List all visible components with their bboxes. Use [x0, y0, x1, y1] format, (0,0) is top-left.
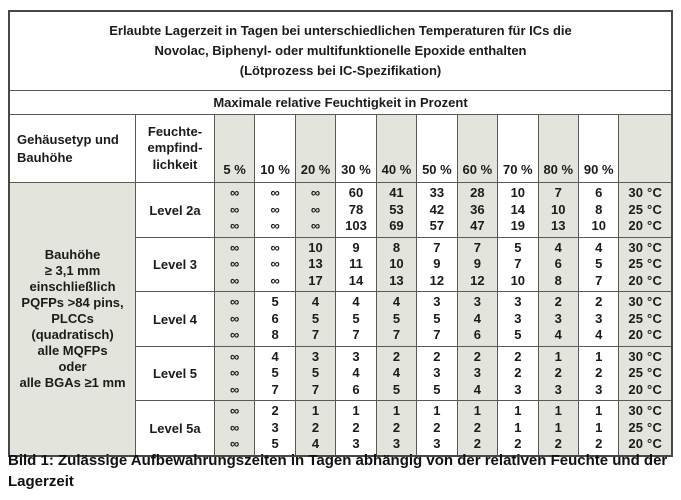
- cell-line: 3: [311, 348, 320, 364]
- cell-line: 5: [311, 310, 320, 326]
- cell-line: 2: [514, 436, 522, 452]
- value-cell: [417, 401, 457, 456]
- cell-line: 10: [308, 239, 323, 255]
- cell-line: 30 °C: [628, 239, 663, 255]
- cell-line: 7: [271, 381, 279, 397]
- cell-line: 6: [554, 256, 562, 272]
- cell-line: ∞: [229, 294, 240, 310]
- cell-line: 36: [470, 201, 485, 217]
- storage-time-table-wrapper: [8, 10, 673, 457]
- cell-line: 2: [473, 436, 481, 452]
- cell-line: 4: [554, 327, 562, 343]
- cell-line: 19: [510, 218, 526, 234]
- cell-line: ∞: [229, 256, 240, 272]
- cell-line: 1: [554, 403, 562, 419]
- cell-line: PQFPs >84 pins,: [21, 295, 124, 311]
- cell-line: 9: [433, 256, 441, 272]
- cell-line: 2: [514, 348, 522, 364]
- cell-line: alle MQFPs: [37, 343, 108, 359]
- cell-line: alle BGAs ≥1 mm: [19, 375, 126, 391]
- cell-line: 78: [348, 201, 364, 217]
- cell-line: 2: [514, 365, 522, 381]
- level-label: Level 5a: [136, 401, 215, 456]
- package-type-cell: [9, 183, 136, 456]
- value-cell: [498, 292, 538, 347]
- humidity-header-5-pct: 5 %: [214, 115, 254, 183]
- cell-line: 10: [551, 201, 566, 217]
- table-title-line-1: Erlaubte Lagerzeit in Tagen bei unterschiedlichen Temperaturen für ICs die: [109, 23, 572, 38]
- cell-line: 7: [514, 256, 522, 272]
- cell-line: 30 °C: [628, 403, 663, 419]
- value-cell: [376, 346, 416, 401]
- cell-line: 4: [392, 294, 401, 310]
- cell-line: ∞: [270, 272, 280, 288]
- value-cell: [578, 401, 618, 456]
- value-cell: [295, 237, 335, 292]
- humidity-header-10-pct: 10 %: [255, 115, 295, 183]
- cell-line: ∞: [229, 272, 240, 288]
- cell-line: ∞: [270, 256, 280, 272]
- cell-line: 69: [389, 218, 404, 234]
- cell-line: 103: [345, 218, 367, 234]
- value-cell: [457, 401, 497, 456]
- cell-line: 4: [352, 294, 360, 310]
- cell-line: 3: [352, 436, 360, 452]
- cell-line: 6: [271, 310, 279, 326]
- humidity-header-70-pct: 70 %: [498, 115, 538, 183]
- moisture-sensitivity-header: [136, 115, 215, 183]
- value-cell: [376, 237, 416, 292]
- cell-line: 2: [595, 365, 603, 381]
- value-cell: [295, 401, 335, 456]
- cell-line: 14: [348, 272, 364, 288]
- cell-line: 4: [311, 294, 320, 310]
- value-cell: [376, 401, 416, 456]
- cell-line: 3: [352, 348, 360, 364]
- cell-line: 1: [473, 403, 481, 419]
- value-cell: [578, 237, 618, 292]
- value-cell: [417, 346, 457, 401]
- cell-line: 3: [514, 310, 522, 326]
- cell-line: 20 °C: [628, 272, 663, 288]
- temperature-column-header: [619, 115, 672, 183]
- value-cell: [457, 346, 497, 401]
- cell-line: 2: [473, 348, 481, 364]
- cell-line: 5: [352, 310, 360, 326]
- cell-line: 25 °C: [628, 365, 663, 381]
- table-row-level-2a: [9, 183, 672, 238]
- cell-line: 1: [595, 348, 603, 364]
- cell-line: 7: [311, 327, 320, 343]
- cell-line: 8: [554, 272, 562, 288]
- value-cell: [457, 183, 497, 238]
- value-cell: [417, 237, 457, 292]
- cell-line: 12: [470, 272, 485, 288]
- value-cell: [538, 292, 578, 347]
- cell-line: 7: [352, 327, 360, 343]
- cell-line: 10: [510, 272, 526, 288]
- sensitivity-header-line: lichkeit: [152, 157, 198, 173]
- cell-line: 11: [349, 256, 363, 272]
- cell-line: 7: [433, 327, 441, 343]
- cell-line: ∞: [229, 239, 240, 255]
- humidity-header-90-pct: 90 %: [578, 115, 618, 183]
- cell-line: ∞: [310, 218, 321, 234]
- cell-line: 5: [311, 365, 320, 381]
- cell-line: 3: [514, 294, 522, 310]
- table-title-line-3: (Lötprozess bei IC-Spezifikation): [239, 63, 442, 79]
- value-cell: [295, 183, 335, 238]
- cell-line: 5: [271, 365, 279, 381]
- cell-line: 2: [392, 348, 401, 364]
- cell-line: ∞: [229, 381, 240, 397]
- cell-line: 3: [433, 365, 441, 381]
- value-cell: [417, 292, 457, 347]
- value-cell: [376, 183, 416, 238]
- cell-line: 30 °C: [628, 294, 663, 310]
- cell-line: Bauhöhe: [44, 247, 101, 263]
- cell-line: 20 °C: [628, 436, 663, 452]
- value-cell: [417, 183, 457, 238]
- cell-line: 6: [473, 327, 481, 343]
- cell-line: 2: [595, 436, 603, 452]
- cell-line: 7: [554, 185, 562, 201]
- cell-line: 13: [308, 256, 323, 272]
- cell-line: 4: [271, 348, 279, 364]
- cell-line: 1: [514, 403, 522, 419]
- value-cell: [336, 346, 376, 401]
- level-label: Level 5: [136, 346, 215, 401]
- cell-line: 30 °C: [628, 185, 663, 201]
- cell-line: 10: [510, 185, 526, 201]
- value-cell: [336, 183, 376, 238]
- temperature-cell: [619, 401, 672, 456]
- value-cell: [214, 346, 254, 401]
- cell-line: 7: [392, 327, 401, 343]
- value-cell: [376, 292, 416, 347]
- cell-line: 4: [595, 327, 603, 343]
- value-cell: [538, 183, 578, 238]
- value-cell: [578, 346, 618, 401]
- cell-line: 25 °C: [628, 419, 663, 435]
- value-cell: [336, 401, 376, 456]
- cell-line: 2: [554, 365, 562, 381]
- value-cell: [214, 237, 254, 292]
- cell-line: 1: [352, 403, 360, 419]
- value-cell: [578, 183, 618, 238]
- cell-line: 4: [473, 310, 481, 326]
- value-cell: [255, 183, 295, 238]
- cell-line: 3: [271, 419, 279, 435]
- value-cell: [498, 237, 538, 292]
- cell-line: (quadratisch): [31, 327, 114, 343]
- cell-line: 3: [554, 381, 562, 397]
- cell-line: 4: [554, 239, 562, 255]
- cell-line: 2: [473, 419, 481, 435]
- cell-line: 5: [433, 310, 441, 326]
- cell-line: 2: [433, 419, 441, 435]
- cell-line: 7: [311, 381, 320, 397]
- temperature-cell: [619, 183, 672, 238]
- cell-line: 8: [595, 201, 603, 217]
- cell-line: 4: [473, 381, 481, 397]
- cell-line: 20 °C: [628, 381, 663, 397]
- cell-line: 25 °C: [628, 201, 663, 217]
- cell-line: ∞: [270, 201, 280, 217]
- value-cell: [295, 346, 335, 401]
- package-type-header: Gehäusetyp und Bauhöhe: [9, 115, 136, 183]
- cell-line: 1: [514, 419, 522, 435]
- cell-line: 9: [352, 239, 360, 255]
- cell-line: 3: [473, 365, 481, 381]
- cell-line: 41: [389, 185, 404, 201]
- humidity-header-30-pct: 30 %: [336, 115, 376, 183]
- green-banner-row: [9, 91, 672, 115]
- level-label: Level 4: [136, 292, 215, 347]
- cell-line: ∞: [229, 218, 240, 234]
- cell-line: 14: [510, 201, 526, 217]
- cell-line: 6: [352, 381, 360, 397]
- value-cell: [336, 292, 376, 347]
- value-cell: [255, 401, 295, 456]
- value-cell: [538, 346, 578, 401]
- storage-time-table: [8, 10, 673, 457]
- cell-line: 53: [389, 201, 404, 217]
- cell-line: 25 °C: [628, 310, 663, 326]
- cell-line: ∞: [310, 201, 321, 217]
- cell-line: 4: [595, 239, 603, 255]
- cell-line: 2: [311, 419, 320, 435]
- cell-line: ∞: [229, 327, 240, 343]
- cell-line: 47: [470, 218, 485, 234]
- cell-line: 4: [352, 365, 360, 381]
- column-header-row: [9, 115, 672, 183]
- table-title-line-2: Novolac, Biphenyl- oder multifunktionelle Epoxide enthalten: [154, 43, 527, 59]
- cell-line: 3: [514, 381, 522, 397]
- humidity-header-50-pct: 50 %: [417, 115, 457, 183]
- cell-line: 5: [392, 310, 401, 326]
- cell-line: 6: [595, 185, 603, 201]
- cell-line: ∞: [229, 419, 240, 435]
- cell-line: 8: [392, 239, 401, 255]
- cell-line: 60: [348, 185, 364, 201]
- value-cell: [538, 237, 578, 292]
- cell-line: 13: [389, 272, 404, 288]
- cell-line: 2: [271, 403, 279, 419]
- cell-line: 20 °C: [628, 218, 663, 234]
- cell-line: 3: [433, 436, 441, 452]
- cell-line: 30 °C: [628, 348, 663, 364]
- cell-line: 5: [271, 294, 279, 310]
- cell-line: 3: [473, 294, 481, 310]
- cell-line: 28: [470, 185, 485, 201]
- cell-line: 25 °C: [628, 256, 663, 272]
- cell-line: 1: [595, 403, 603, 419]
- cell-line: 13: [551, 218, 566, 234]
- cell-line: ≥ 3,1 mm: [44, 263, 101, 279]
- cell-line: 8: [271, 327, 279, 343]
- humidity-header-40-pct: 40 %: [376, 115, 416, 183]
- cell-line: oder: [58, 359, 87, 375]
- cell-line: ∞: [229, 436, 240, 452]
- value-cell: [538, 401, 578, 456]
- cell-line: 12: [429, 272, 445, 288]
- cell-line: 3: [554, 310, 562, 326]
- cell-line: PLCCs: [51, 311, 94, 327]
- cell-line: 5: [595, 256, 603, 272]
- cell-line: 1: [554, 348, 562, 364]
- sensitivity-header-line: empfind-: [147, 140, 203, 156]
- value-cell: [336, 237, 376, 292]
- cell-line: 17: [308, 272, 323, 288]
- cell-line: 5: [514, 327, 522, 343]
- humidity-header-80-pct: 80 %: [538, 115, 578, 183]
- cell-line: 33: [429, 185, 445, 201]
- cell-line: 3: [595, 310, 603, 326]
- cell-line: 7: [595, 272, 603, 288]
- cell-line: 5: [433, 381, 441, 397]
- cell-line: 2: [433, 348, 441, 364]
- table-title: [9, 11, 672, 91]
- level-label: Level 2a: [136, 183, 215, 238]
- cell-line: 2: [554, 294, 562, 310]
- sensitivity-header-line: Feuchte-: [147, 123, 203, 139]
- cell-line: 2: [554, 436, 562, 452]
- temperature-cell: [619, 292, 672, 347]
- cell-line: 3: [392, 436, 401, 452]
- cell-line: 3: [595, 381, 603, 397]
- value-cell: [255, 292, 295, 347]
- cell-line: 2: [392, 419, 401, 435]
- cell-line: einschließlich: [29, 279, 116, 295]
- humidity-banner: Maximale relative Feuchtigkeit in Prozent: [9, 91, 672, 115]
- cell-line: 1: [311, 403, 320, 419]
- level-label: Level 3: [136, 237, 215, 292]
- figure-caption: Bild 1: Zulässige Aufbewahrungszeiten in Tagen abhängig von der relativen Feuchte und der Lagerzeit: [8, 452, 668, 490]
- cell-line: ∞: [270, 218, 280, 234]
- value-cell: [295, 292, 335, 347]
- value-cell: [498, 183, 538, 238]
- cell-line: 7: [473, 239, 481, 255]
- cell-line: 20 °C: [628, 327, 663, 343]
- value-cell: [255, 346, 295, 401]
- cell-line: 7: [433, 239, 441, 255]
- cell-line: 9: [473, 256, 481, 272]
- cell-line: 10: [591, 218, 606, 234]
- value-cell: [498, 346, 538, 401]
- cell-line: 1: [554, 419, 562, 435]
- cell-line: ∞: [229, 348, 240, 364]
- value-cell: [214, 183, 254, 238]
- cell-line: 5: [392, 381, 401, 397]
- value-cell: [457, 292, 497, 347]
- cell-line: 1: [595, 419, 603, 435]
- cell-line: 4: [311, 436, 320, 452]
- cell-line: 5: [514, 239, 522, 255]
- humidity-header-60-pct: 60 %: [457, 115, 497, 183]
- cell-line: 4: [392, 365, 401, 381]
- temperature-cell: [619, 346, 672, 401]
- cell-line: 42: [429, 201, 445, 217]
- cell-line: 2: [595, 294, 603, 310]
- cell-line: 1: [392, 403, 401, 419]
- cell-line: ∞: [229, 185, 240, 201]
- table-title-row: [9, 11, 672, 91]
- cell-line: ∞: [270, 185, 280, 201]
- cell-line: 10: [389, 256, 404, 272]
- cell-line: ∞: [229, 365, 240, 381]
- cell-line: ∞: [310, 185, 321, 201]
- cell-line: 57: [429, 218, 445, 234]
- value-cell: [214, 401, 254, 456]
- cell-line: ∞: [229, 310, 240, 326]
- cell-line: 1: [433, 403, 441, 419]
- value-cell: [578, 292, 618, 347]
- cell-line: ∞: [270, 239, 280, 255]
- value-cell: [457, 237, 497, 292]
- cell-line: 5: [271, 436, 279, 452]
- cell-line: 2: [352, 419, 360, 435]
- value-cell: [255, 237, 295, 292]
- humidity-header-20-pct: 20 %: [295, 115, 335, 183]
- value-cell: [498, 401, 538, 456]
- cell-line: ∞: [229, 201, 240, 217]
- value-cell: [214, 292, 254, 347]
- temperature-cell: [619, 237, 672, 292]
- cell-line: ∞: [229, 403, 240, 419]
- cell-line: 3: [433, 294, 441, 310]
